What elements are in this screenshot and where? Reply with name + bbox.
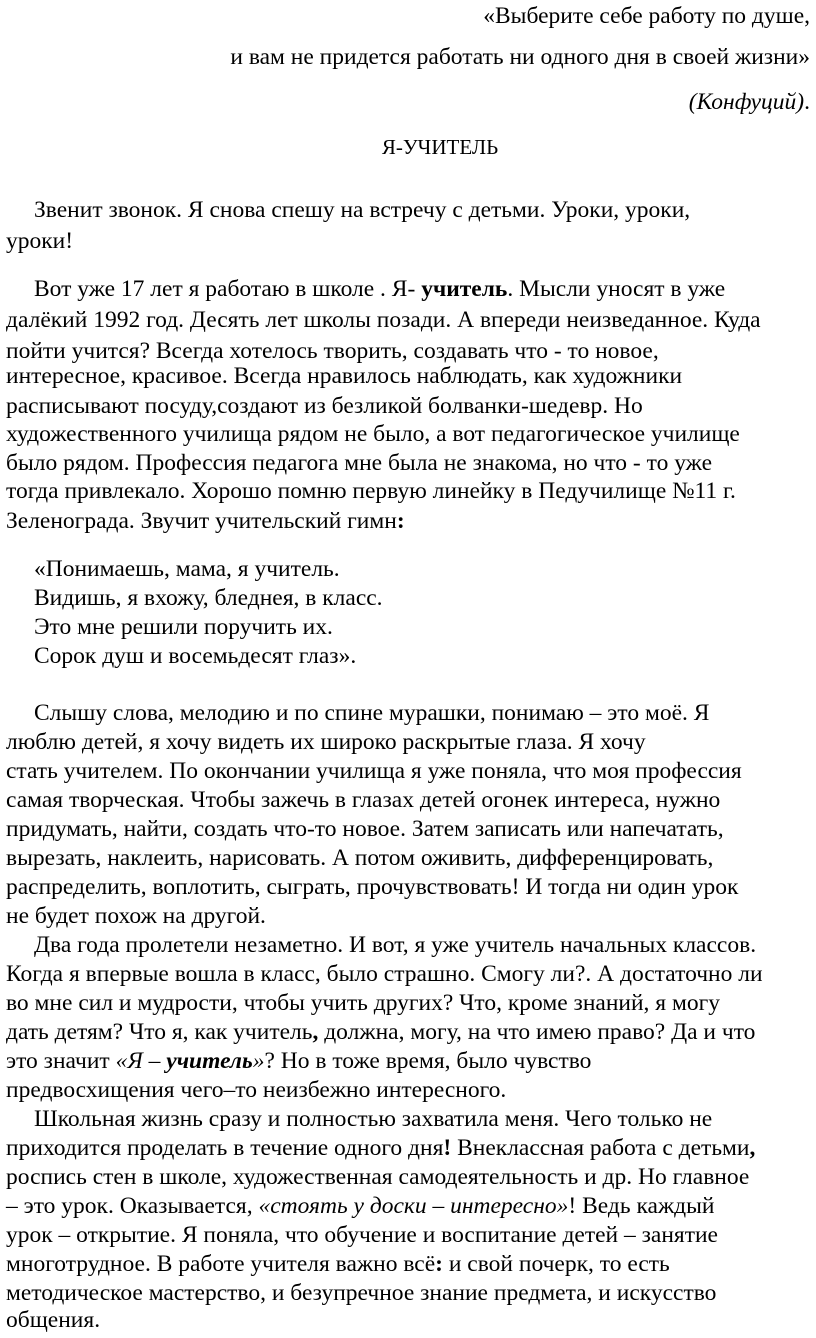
paragraph-3-line: распределить, воплотить, сыграть, прочувствовать! И тогда ни один урок [6, 874, 739, 900]
paragraph-2-line: далёкий 1992 год. Десять лет школы позади. А впереди неизведанное. Куда [6, 307, 761, 333]
text-run: Зеленограда. Звучит учительский гимн [6, 508, 397, 534]
paragraph-2-line [0, 275, 816, 303]
text-run: , [312, 1019, 319, 1045]
text-run: дать детям? Что я, как учитель [6, 1019, 313, 1045]
text-run: : [435, 1251, 443, 1277]
text-run: Вот уже 17 лет я работаю в школе . Я- [34, 276, 422, 302]
italic-quote: «стоять у доски – интересно» [258, 1193, 569, 1219]
paragraph-4-line: Два года пролетели незаметно. И вот, я уже учитель начальных классов. [34, 932, 757, 958]
verse-line: Видишь, я вхожу, бледнея, в класс. [34, 585, 383, 611]
paragraph-3-line: не будет похож на другой. [6, 903, 266, 929]
paragraph-5-line: урок – открытие. Я поняла, что обучение и воспитание детей – занятие [6, 1222, 718, 1248]
epigraph-author-dot: . [804, 89, 810, 115]
verse-line: Это мне решили поручить их. [34, 614, 333, 640]
text-run: ? Но в тоже время, было чувство [264, 1048, 592, 1074]
paragraph-5-line [0, 1250, 816, 1278]
paragraph-4-line [0, 1018, 816, 1046]
paragraph-2-line [0, 507, 816, 535]
epigraph-author [0, 88, 816, 116]
paragraph-5-line: общения. [6, 1307, 101, 1333]
paragraph-5-line [0, 1134, 816, 1162]
paragraph-5-line [0, 1192, 816, 1220]
paragraph-4-line [0, 1047, 816, 1075]
text-run: многотрудное. В работе учителя важно всё [6, 1251, 436, 1277]
text-run: это значит [6, 1048, 116, 1074]
paragraph-4-line: предвосхищения чего–то неизбежно интересного. [6, 1077, 507, 1103]
paragraph-3-line: самая творческая. Чтобы зажечь в глазах детей огонек интереса, нужно [6, 787, 721, 813]
paragraph-1-line: Звенит звонок. Я снова спешу на встречу с детьми. Уроки, уроки, [34, 197, 691, 223]
epigraph-line-2: и вам не придется работать ни одного дня в своей жизни» [230, 44, 810, 70]
paragraph-1-line: уроки! [6, 228, 74, 254]
paragraph-2-line: расписывают посуду,создают из безликой болванки-шедевр. Но [6, 393, 643, 419]
text-run: . Мысли уносят в уже [507, 276, 726, 302]
paragraph-5-line: роспись стен в школе, художественная самодеятельность и др. Но главное [6, 1164, 750, 1190]
bold-italic-teacher: учитель [166, 1048, 253, 1074]
italic-quote-close: » [252, 1048, 265, 1074]
paragraph-5-line: методическое мастерство, и безупречное знание предмета, и искусство [6, 1280, 717, 1306]
paragraph-2-line: пойти учится? Всегда хотелось творить, создавать что - то новое, [6, 338, 659, 364]
verse-line: «Понимаешь, мама, я учитель. [34, 556, 340, 582]
paragraph-3-line: стать учителем. По окончании училища я уже поняла, что моя профессия [6, 758, 742, 784]
paragraph-3-line: придумать, найти, создать что-то новое. Затем записать или напечатать, [6, 816, 724, 842]
paragraph-5-line: Школьная жизнь сразу и полностью захватила меня. Чего только не [34, 1106, 713, 1132]
text-run: – это урок. Оказывается, [6, 1193, 259, 1219]
paragraph-2-line: интересное, красивое. Всегда нравилось наблюдать, как художники [6, 363, 683, 389]
text-run: и свой почерк, то есть [442, 1251, 670, 1277]
paragraph-2-line: художественного училища рядом не было, а вот педагогическое училище [6, 421, 740, 447]
paragraph-3-line: Слышу слова, мелодию и по спине мурашки, понимаю – это моё. Я [34, 700, 710, 726]
text-run: должна, могу, на что имею право? Да и что [318, 1019, 756, 1045]
page-title: Я-УЧИТЕЛЬ [381, 135, 499, 159]
epigraph-author-name: (Конфуций) [688, 89, 805, 115]
text-run: ! Ведь каждый [568, 1193, 715, 1219]
text-run: Внеклассная работа с детьми [451, 1135, 750, 1161]
bold-word-teacher: учитель [421, 276, 508, 302]
text-run: приходится проделать в течение одного дня [6, 1135, 444, 1161]
epigraph-line-1: «Выберите себе работу по душе, [483, 3, 810, 29]
paragraph-3-line: вырезать, наклеить, нарисовать. А потом оживить, дифференцировать, [6, 845, 714, 871]
italic-quote: «Я – [115, 1048, 167, 1074]
verse-line: Сорок душ и восемьдесят глаз». [34, 643, 357, 669]
paragraph-3-line: люблю детей, я хочу видеть их широко раскрытые глаза. Я хочу [6, 729, 646, 755]
text-run: , [749, 1135, 756, 1161]
paragraph-2-line: тогда привлекало. Хорошо помню первую линейку в Педучилище №11 г. [6, 478, 736, 504]
paragraph-4-line: во мне сил и мудрости, чтобы учить других? Что, кроме знаний, я могу [6, 990, 720, 1016]
paragraph-2-line: было рядом. Профессия педагога мне была не знакома, но что - то уже [6, 450, 713, 476]
text-run: : [396, 508, 405, 534]
text-run: ! [443, 1135, 452, 1161]
paragraph-4-line: Когда я впервые вошла в класс, было страшно. Смогу ли?. А достаточно ли [6, 961, 763, 987]
